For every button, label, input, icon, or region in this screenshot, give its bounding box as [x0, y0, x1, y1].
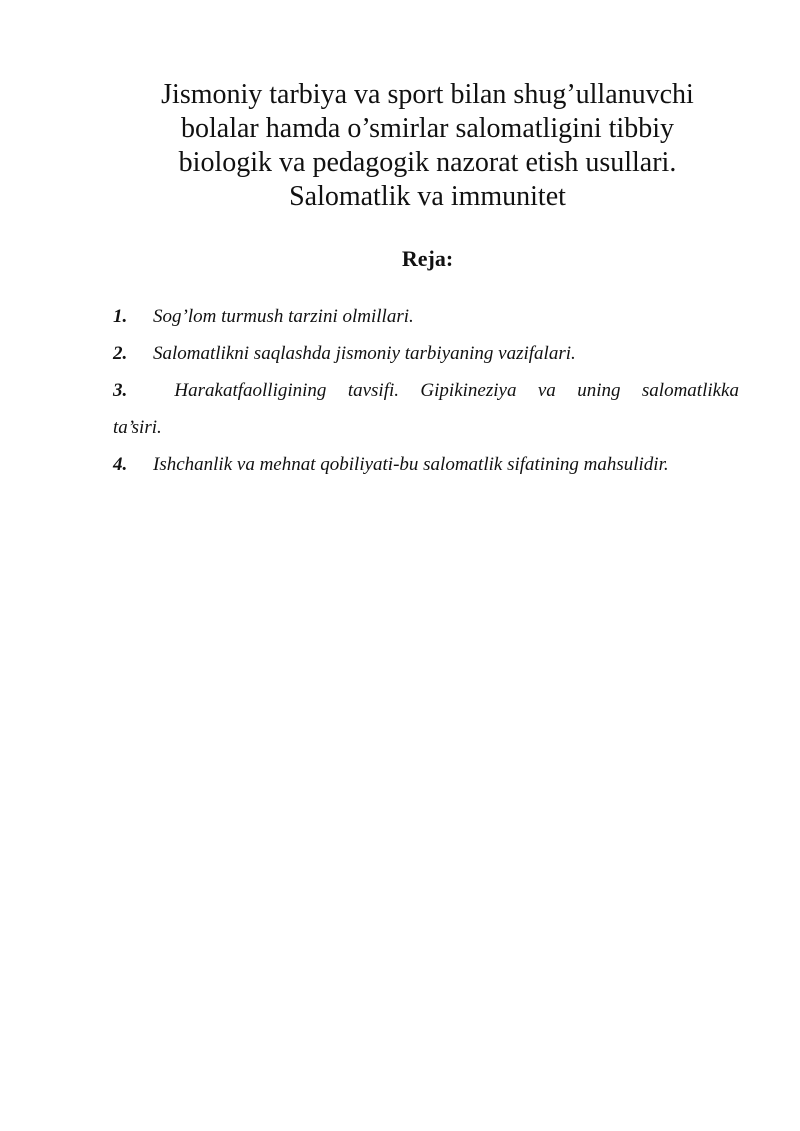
plan-item-number: 1.: [113, 306, 128, 327]
plan-item-word: tavsifi.: [347, 380, 400, 401]
plan-item-3-line-1: [113, 372, 739, 409]
plan-item-4: [113, 446, 739, 483]
plan-list: [113, 298, 739, 483]
title-line: bolalar hamda o’smirlar salomatligini tibbiy: [180, 113, 674, 144]
document-title: [100, 78, 755, 214]
plan-item-number: 4.: [113, 454, 128, 475]
title-line: Jismoniy tarbiya va sport bilan shug’ullanuvchi: [161, 79, 694, 110]
title-line: biologik va pedagogik nazorat etish usullari.: [178, 147, 677, 178]
plan-item-word: uning: [577, 380, 621, 401]
plan-item-3-line-2: ta’siri.: [113, 417, 162, 438]
plan-item-text: Salomatlikni saqlashda jismoniy tarbiyaning vazifalari.: [153, 343, 576, 364]
plan-item-text: Ishchanlik va mehnat qobiliyati-bu salomatlik sifatining mahsulidir.: [153, 454, 669, 475]
plan-item-3: [113, 372, 739, 446]
plan-item-number: 3.: [113, 380, 128, 401]
plan-item-word: salomatlikka: [641, 380, 739, 401]
plan-item-word: Gipikineziya: [420, 380, 517, 401]
plan-heading: Reja:: [401, 246, 454, 271]
title-line: Salomatlik va immunitet: [289, 181, 566, 212]
plan-item-text: Sog’lom turmush tarzini olmillari.: [153, 306, 414, 327]
plan-item-1: [113, 298, 739, 335]
plan-item-word: Harakatfaolligining: [174, 380, 327, 401]
plan-item-word: va: [537, 380, 556, 401]
plan-item-2: [113, 335, 739, 372]
plan-item-number: 2.: [113, 343, 128, 364]
